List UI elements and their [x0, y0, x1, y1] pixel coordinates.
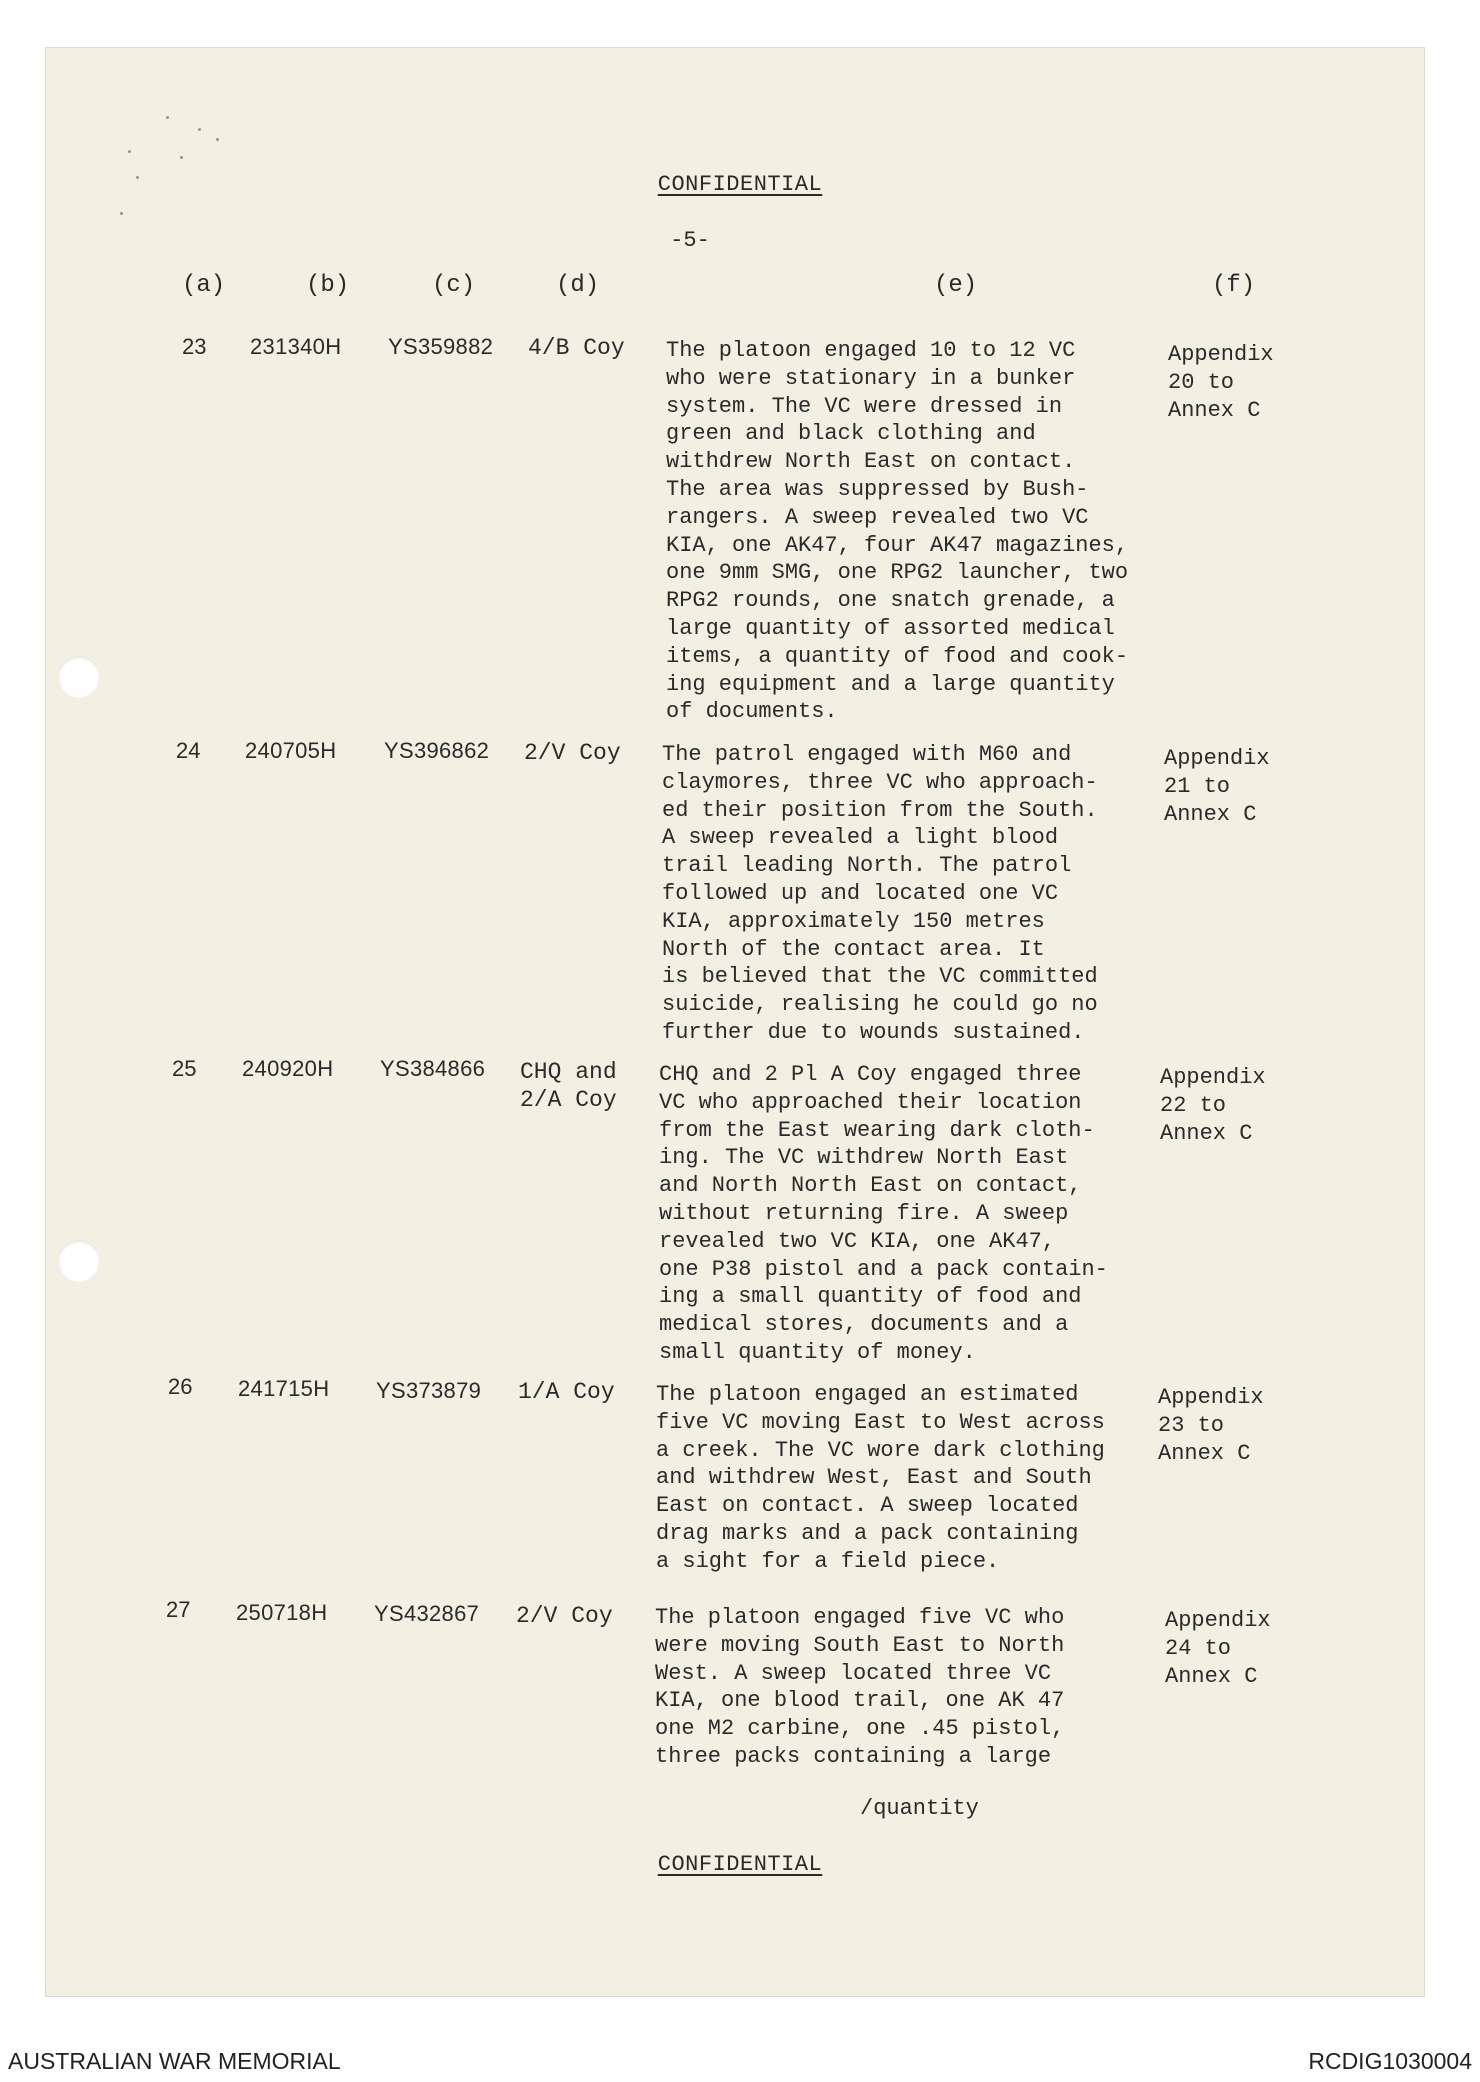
archive-credit: AUSTRALIAN WAR MEMORIAL: [8, 2048, 341, 2074]
column-header-b: (b): [306, 272, 350, 299]
paper-speck: [216, 138, 219, 141]
column-header-f: (f): [1212, 272, 1256, 299]
date-time-group: 240920H: [242, 1056, 334, 1081]
serial-number: 27: [166, 1597, 191, 1622]
archive-reference-id: RCDIG1030004: [1308, 2048, 1472, 2074]
reference: Appendix 20 to Annex C: [1168, 342, 1274, 423]
grid-reference: YS396862: [384, 738, 490, 763]
paper-speck: [180, 156, 183, 159]
column-header-c: (c): [432, 272, 476, 299]
event-description: The platoon engaged 10 to 12 VC who were stationary in a bunker system. The VC were dressed in green and black clothing and withdrew North East on contact. The area was suppressed by Bush- rangers. A sweep revealed two VC KIA, one AK47, four AK47 magazines, one 9mm SMG, one RPG2 launcher, two RPG2 rounds, one snatch grenade, a large quantity of assorted medical items, a quantity of food and cook- ing equipment and a large quantity of documents.: [666, 338, 1129, 725]
serial-number: 26: [168, 1374, 193, 1399]
serial-number: 23: [182, 334, 207, 359]
event-description: CHQ and 2 Pl A Coy engaged three VC who approached their location from the East wearing dark cloth- ing. The VC withdrew North East and North North East on contact, without returning fire. A sweep revealed two VC KIA, one AK47, one P38 pistol and a pack contain- ing a small quantity of food and medical stores, documents and a small quantity of money.: [659, 1062, 1108, 1365]
paper-speck: [120, 212, 123, 215]
unit: 1/A Coy: [518, 1379, 615, 1405]
continuation-catchword: /quantity: [860, 1796, 979, 1821]
grid-reference: YS384866: [380, 1056, 486, 1081]
unit: CHQ and 2/A Coy: [520, 1059, 617, 1113]
date-time-group: 250718H: [236, 1600, 328, 1625]
page-number: -5-: [670, 228, 710, 253]
column-header-a: (a): [182, 272, 226, 299]
column-header-e: (e): [934, 272, 978, 299]
grid-reference: YS373879: [376, 1378, 482, 1403]
date-time-group: 241715H: [238, 1376, 330, 1401]
event-description: The platoon engaged an estimated five VC moving East to West across a creek. The VC wore dark clothing and withdrew West, East and South East on contact. A sweep located drag marks and a pack containing a sight for a field piece.: [656, 1382, 1105, 1574]
reference: Appendix 22 to Annex C: [1160, 1065, 1266, 1146]
paper-speck: [166, 116, 169, 119]
paper-speck: [128, 150, 131, 153]
unit: 2/V Coy: [516, 1603, 613, 1629]
punch-hole: [58, 656, 100, 698]
classification-header: CONFIDENTIAL: [657, 172, 823, 197]
classification-footer: CONFIDENTIAL: [657, 1852, 823, 1877]
event-description: The platoon engaged five VC who were moving South East to North West. A sweep located three VC KIA, one blood trail, one AK 47 one M2 carbine, one .45 pistol, three packs containing a large: [655, 1605, 1065, 1769]
reference: Appendix 23 to Annex C: [1158, 1385, 1264, 1466]
grid-reference: YS432867: [374, 1601, 480, 1626]
serial-number: 24: [176, 738, 201, 763]
unit: 2/V Coy: [524, 740, 621, 766]
date-time-group: 231340H: [250, 334, 342, 359]
grid-reference: YS359882: [388, 334, 494, 359]
serial-number: 25: [172, 1056, 197, 1081]
date-time-group: 240705H: [245, 738, 337, 763]
paper-speck: [198, 128, 201, 131]
reference: Appendix 21 to Annex C: [1164, 746, 1270, 827]
punch-hole: [58, 1240, 100, 1282]
event-description: The patrol engaged with M60 and claymores, three VC who approach- ed their position from the South. A sweep revealed a light blood trail leading North. The patrol followed up and located one VC KIA, approximately 150 metres North of the contact area. It is believed that the VC committed suicide, realising he could go no further due to wounds sustained.: [662, 742, 1098, 1045]
reference: Appendix 24 to Annex C: [1165, 1608, 1271, 1689]
unit: 4/B Coy: [528, 335, 625, 361]
column-header-d: (d): [556, 272, 600, 299]
